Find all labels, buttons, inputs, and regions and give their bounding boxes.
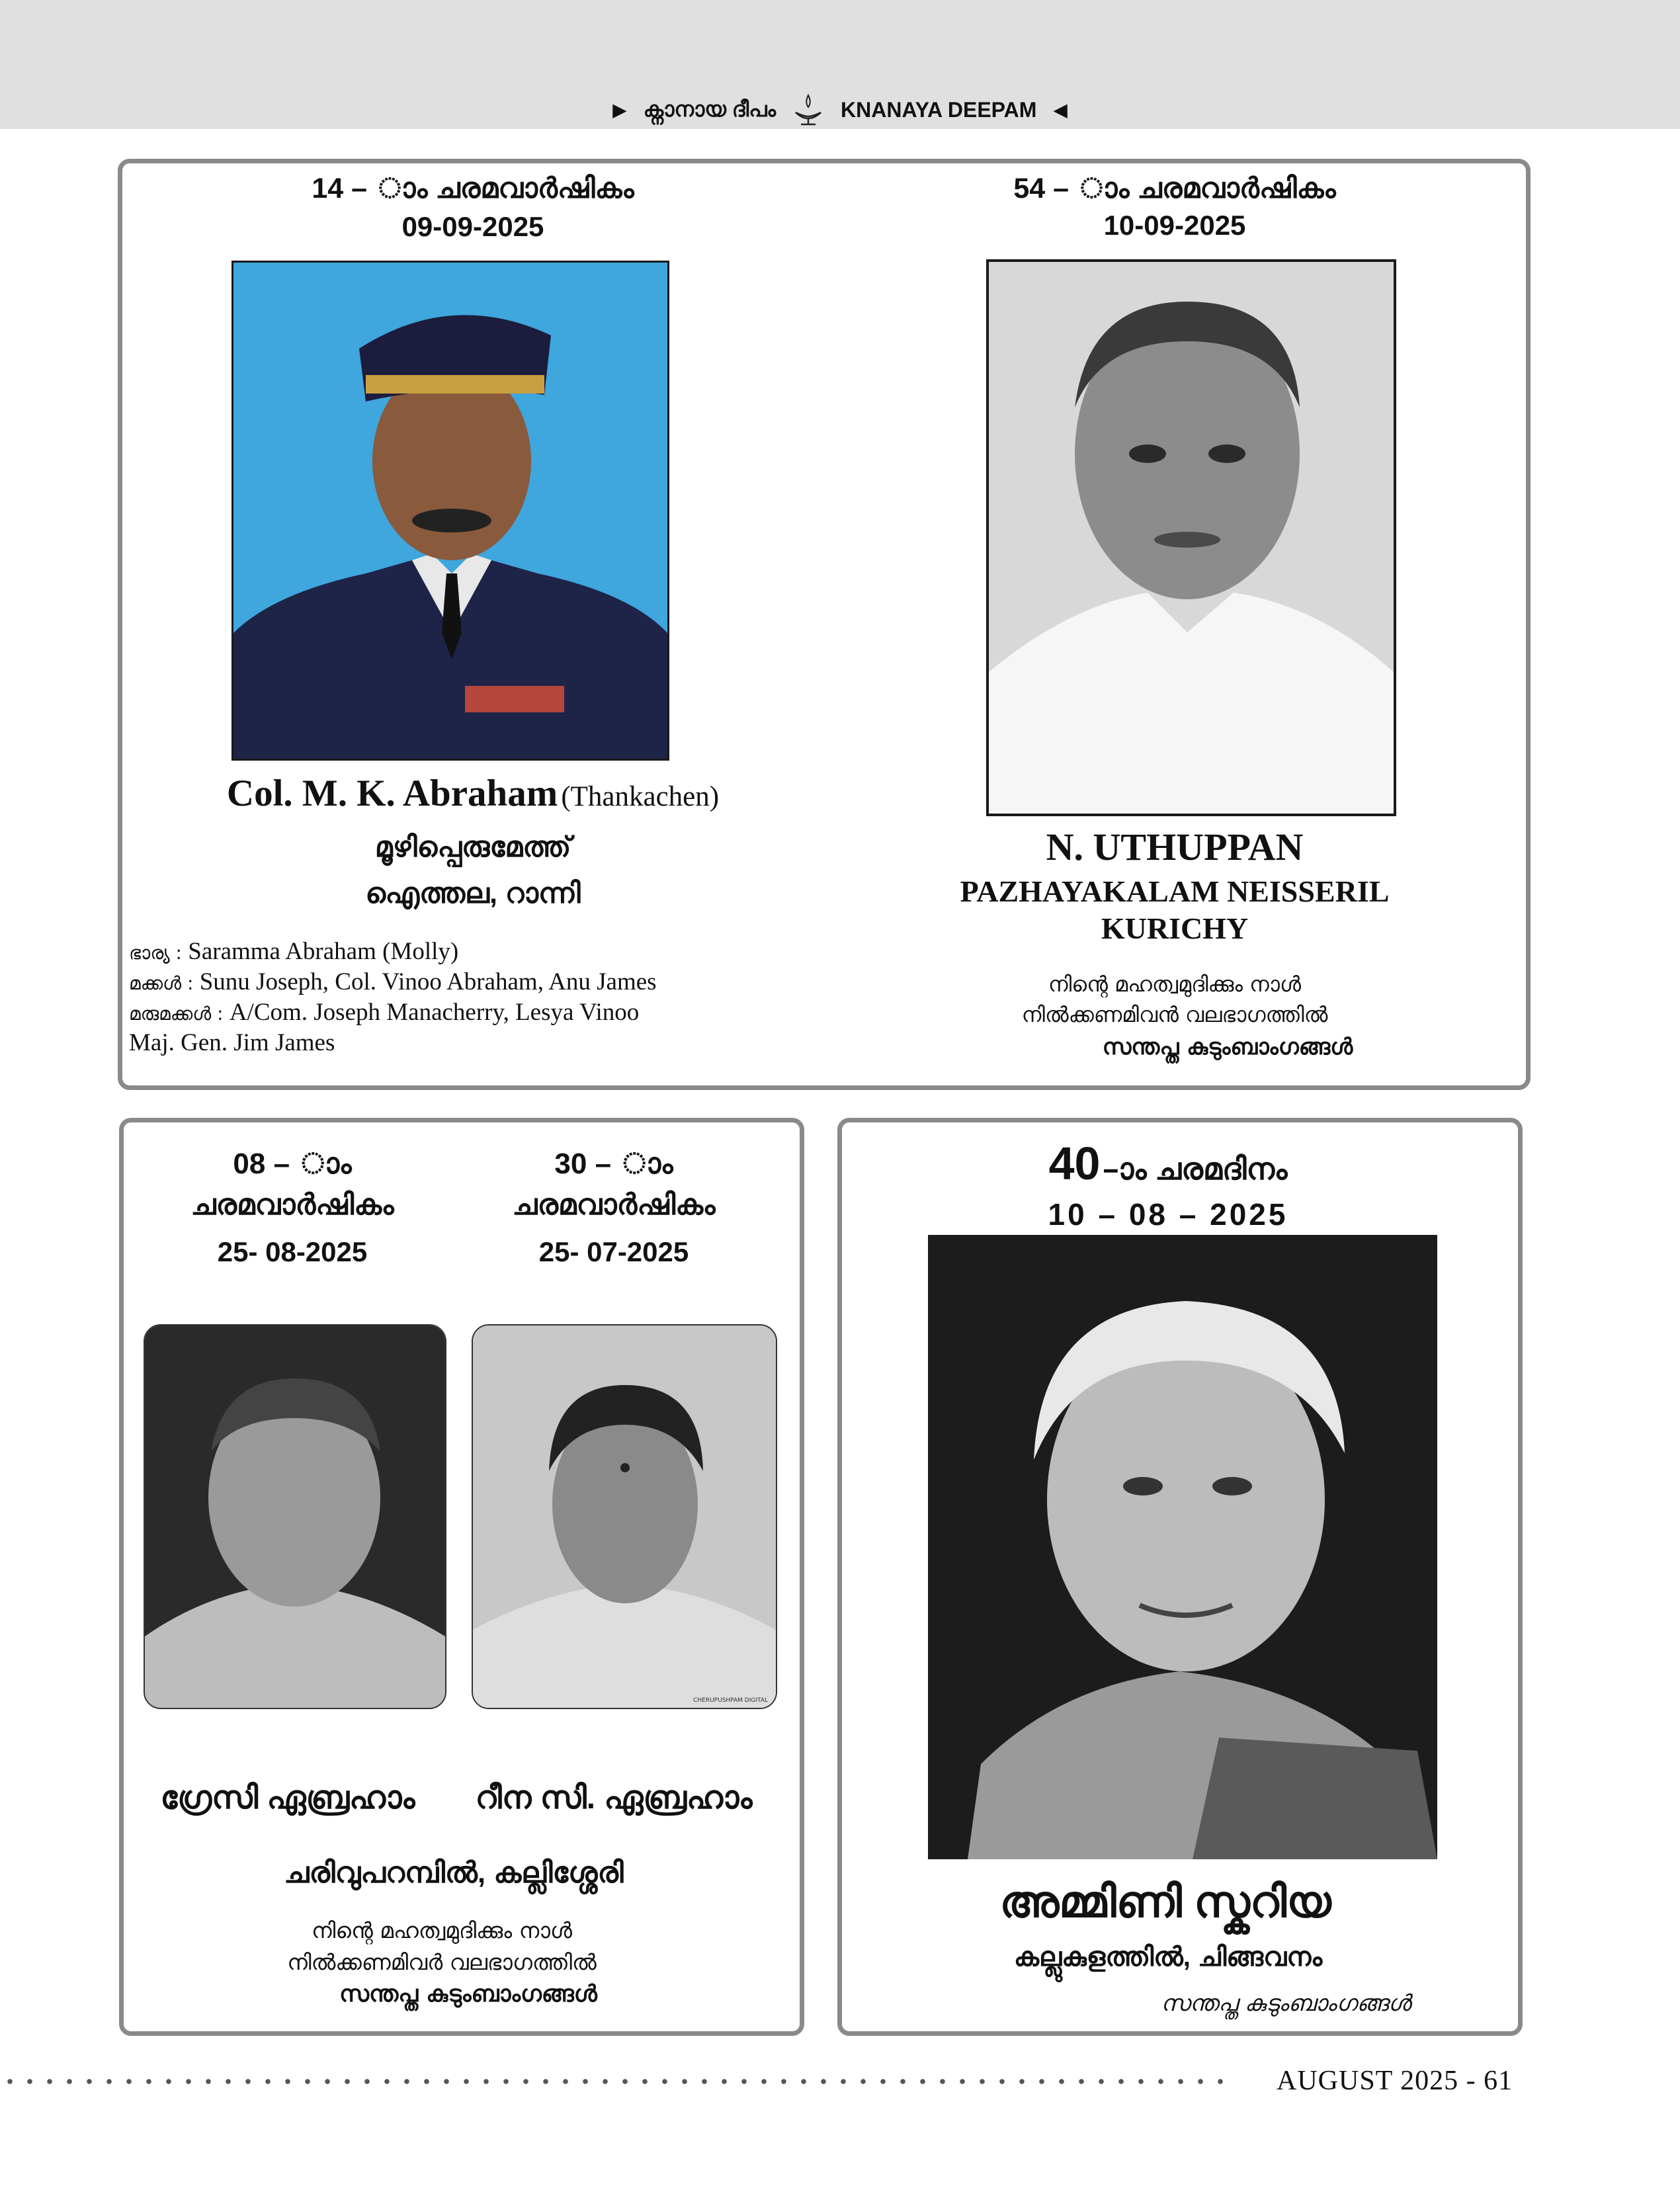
verse-line-1: നിന്റെ മഹത്വമുദിക്കും നാൾ	[1048, 972, 1302, 997]
verse-line-2: നിൽക്കണമിവർ വലഭാഗത്തിൽ	[287, 1949, 597, 1975]
reena-section	[468, 1122, 800, 2029]
photo-credit: CHERUPUSHPAM DIGITAL	[693, 1697, 768, 1704]
obituary-panel-ammini	[837, 1118, 1523, 2036]
obituary-panel-sisters	[119, 1118, 804, 2036]
anniversary-date: 25- 08-2025	[217, 1236, 368, 1267]
oil-lamp-icon	[793, 93, 823, 127]
right-marker: ◀	[1054, 99, 1068, 120]
anniversary-ordinal: 08 – ാം	[233, 1148, 352, 1180]
death-date: 10 – 08 – 2025	[1048, 1197, 1288, 1232]
deceased-name: ഗ്രേസി ഏബ്രഹാം	[160, 1781, 415, 1816]
relative-line-wife: ഭാര്യ : Saramma Abraham (Molly)	[129, 938, 459, 965]
deceased-name: N. UTHUPPAN	[1046, 825, 1304, 868]
left-marker: ▶	[612, 99, 626, 120]
relative-line-in-laws: മരുമക്കൾ : A/Com. Joseph Manacherry, Lesya Vinoo	[129, 999, 640, 1026]
deceased-name: അമ്മിണി സ്കറിയ	[999, 1877, 1331, 1926]
anniversary-heading: 14 – ാം ചരമവാർഷികം	[312, 173, 634, 204]
anniversary-ordinal: 30 – ാം	[554, 1148, 673, 1180]
anniversary-heading: ചരമവാർഷികം	[512, 1189, 716, 1221]
day-label: –ാം ചരമദിനം	[1103, 1152, 1288, 1186]
col-abraham-portrait	[231, 261, 669, 761]
reena-portrait	[472, 1324, 777, 1709]
relative-line-in-laws-cont: Maj. Gen. Jim James	[129, 1029, 335, 1056]
uthuppan-section	[823, 163, 1526, 1083]
malayalam-magazine-title: ക്നാനായ ദീപം	[643, 97, 777, 121]
grieving-family: സന്തപ്ത കുടുംബാംഗങ്ങൾ	[339, 1981, 597, 2007]
col-abraham-section	[122, 163, 823, 1083]
page-number-label: AUGUST 2025 - 61	[1277, 2066, 1513, 2096]
uthuppan-portrait	[986, 259, 1396, 816]
family-place: ചരിവുപറമ്പിൽ, കല്ലിശ്ശേരി	[284, 1857, 624, 1889]
verse-line-2: നിൽക്കണമിവൻ വലഭാഗത്തിൽ	[1021, 1002, 1328, 1027]
deceased-name: റീന സി. ഏബ്രഹാം	[475, 1781, 753, 1816]
anniversary-date: 10-09-2025	[1103, 210, 1246, 241]
english-magazine-title: KNANAYA DEEPAM	[841, 97, 1037, 122]
ammini-portrait	[928, 1235, 1437, 1859]
verse-line-1: നിന്റെ മഹത്വമുദിക്കും നാൾ	[311, 1917, 573, 1943]
deceased-name: Col. M. K. Abraham	[226, 773, 558, 814]
anniversary-date: 25- 07-2025	[538, 1236, 689, 1267]
grieving-family: സന്തപ്ത കുടുംബാംഗങ്ങൾ	[1102, 1034, 1353, 1060]
col-abraham-name-line	[122, 772, 823, 815]
deceased-place: KURICHY	[1101, 911, 1249, 945]
grieving-family: സന്തപ്ത കുടുംബാംഗങ്ങൾ	[1161, 1990, 1411, 2017]
footer-dotted-rule	[0, 2074, 1237, 2089]
relative-line-children: മക്കൾ : Sunu Joseph, Col. Vinoo Abraham, Anu James	[129, 968, 657, 995]
obituary-panel-top	[118, 159, 1531, 1090]
day-number: 40	[1048, 1138, 1101, 1189]
gracy-section	[124, 1122, 468, 2029]
day-heading	[830, 1137, 1506, 1190]
gracy-portrait	[144, 1324, 446, 1709]
anniversary-date: 09-09-2025	[401, 211, 544, 242]
relatives-list	[129, 937, 817, 1070]
running-header	[0, 93, 1680, 127]
anniversary-heading: 54 – ാം ചരമവാർഷികം	[1013, 173, 1336, 204]
deceased-nickname: (Thankachen)	[561, 781, 720, 812]
family-place: കല്ലുകുളത്തിൽ, ചിങ്ങവനം	[1013, 1943, 1323, 1972]
deceased-house: PAZHAYAKALAM NEISSERIL	[960, 874, 1390, 908]
family-house-name: മൂഴിപ്പെരുമേത്ത്	[374, 831, 571, 863]
anniversary-heading: ചരമവാർഷികം	[190, 1189, 394, 1221]
deceased-place: ഐത്തല, റാന്നി	[365, 878, 581, 909]
